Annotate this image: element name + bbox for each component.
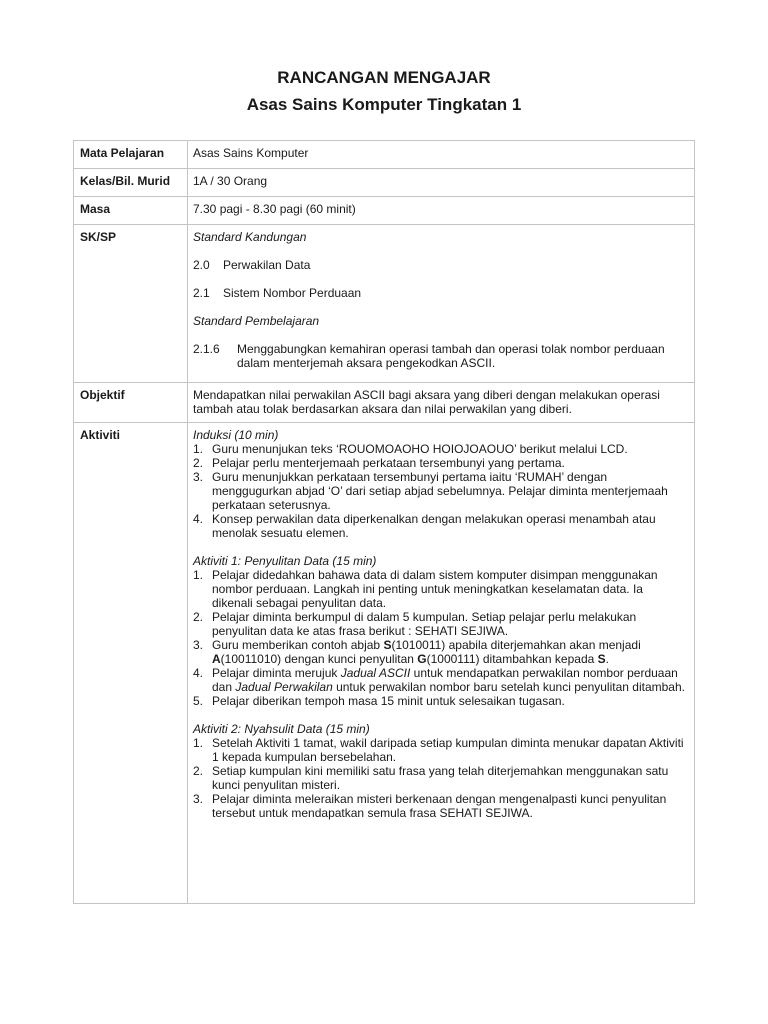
- list-number: 3.: [193, 470, 204, 484]
- aktiviti2-steps: [193, 736, 686, 820]
- sk-item-number: 2.0: [193, 258, 210, 272]
- aktiviti1-steps: [193, 568, 686, 708]
- list-item: [193, 694, 686, 708]
- list-number: 5.: [193, 694, 204, 708]
- bold-run: S: [383, 638, 392, 652]
- document-title: RANCANGAN MENGAJAR: [277, 68, 491, 87]
- standard-kandungan-heading: Standard Kandungan: [193, 230, 307, 244]
- list-item: [193, 638, 686, 666]
- list-number: 3.: [193, 638, 204, 652]
- list-text: Setiap kumpulan kini memiliki satu frasa yang telah diterjemahkan menggunakan satu kunci penyulitan misteri.: [212, 764, 669, 792]
- text-run: untuk mendapatkan perwakilan nombor perduaan dan: [212, 666, 678, 694]
- label-mata-pelajaran: Mata Pelajaran: [74, 141, 188, 169]
- text-run: .: [605, 652, 609, 666]
- sk-item-number: 2.1: [193, 286, 210, 300]
- list-text: Pelajar diminta berkumpul di dalam 5 kumpulan. Setiap pelajar perlu melakukan penyulitan data ke atas frasa berikut : SEHATI SEJIWA.: [212, 610, 637, 638]
- list-number: 1.: [193, 442, 204, 456]
- sp-item-2-1-6: [193, 342, 686, 370]
- standard-pembelajaran-heading: Standard Pembelajaran: [193, 314, 320, 328]
- label-sksp: SK/SP: [74, 225, 188, 383]
- label-masa: Masa: [74, 197, 188, 225]
- list-text: Setelah Aktiviti 1 tamat, wakil daripada setiap kumpulan diminta menukar dapatan Aktiviti 1 kepada kumpulan bersebelahan.: [212, 736, 684, 764]
- list-item: [193, 610, 686, 638]
- list-text: Konsep perwakilan data diperkenalkan dengan melakukan operasi menambah atau menolak sesuatu elemen.: [212, 512, 656, 540]
- text-run: Pelajar diminta merujuk: [212, 666, 341, 680]
- text-run: (10011010) dengan kunci penyulitan: [220, 652, 418, 666]
- list-number: 2.: [193, 764, 204, 778]
- lesson-plan-table: [73, 140, 695, 904]
- list-number: 2.: [193, 610, 204, 624]
- italic-run: Jadual ASCII: [340, 666, 411, 680]
- list-item: [193, 666, 686, 694]
- list-item: [193, 792, 686, 820]
- text-run: (1010011) apabila diterjemahkan akan menjadi: [391, 638, 641, 652]
- sk-item-2-1: [193, 286, 686, 300]
- label-aktiviti: Aktiviti: [74, 423, 188, 904]
- sp-item-number: 2.1.6: [193, 342, 220, 356]
- list-text: Pelajar perlu menterjemaah perkataan tersembunyi yang pertama.: [212, 456, 565, 470]
- value-masa: 7.30 pagi - 8.30 pagi (60 minit): [188, 197, 695, 225]
- value-mata-pelajaran: Asas Sains Komputer: [188, 141, 695, 169]
- list-item: [193, 512, 686, 540]
- row-aktiviti: [74, 423, 695, 904]
- list-item: [193, 568, 686, 610]
- bold-run: G: [417, 652, 427, 666]
- sk-item-text: Sistem Nombor Perduaan: [223, 286, 362, 300]
- list-number: 2.: [193, 456, 204, 470]
- sk-item-2-0: [193, 258, 686, 272]
- list-text: Pelajar didedahkan bahawa data di dalam sistem komputer disimpan menggunakan nombor perduaan. Langkah ini penting untuk meningkatkan keselamatan data. Ia dikenali sebagai penyulitan data.: [212, 568, 658, 610]
- row-objektif: [74, 383, 695, 423]
- list-number: 1.: [193, 568, 204, 582]
- row-kelas: [74, 169, 695, 197]
- list-number: 3.: [193, 792, 204, 806]
- aktiviti1-heading: Aktiviti 1: Penyulitan Data (15 min): [193, 554, 377, 568]
- bold-run: S: [597, 652, 606, 666]
- aktiviti2-heading: Aktiviti 2: Nyahsulit Data (15 min): [193, 722, 370, 736]
- label-objektif: Objektif: [74, 383, 188, 423]
- text-run: untuk perwakilan nombor baru setelah kunci penyulitan ditambah.: [332, 680, 685, 694]
- text-run: (1000111) ditambahkan kepada: [426, 652, 598, 666]
- list-number: 1.: [193, 736, 204, 750]
- list-text: Pelajar diminta meleraikan misteri berkenaan dengan mengenalpasti kunci penyulitan tersebut untuk mendapatkan semula frasa SEHATI SEJIWA.: [212, 792, 667, 820]
- sp-item-text: Menggabungkan kemahiran operasi tambah dan operasi tolak nombor perduaan dalam menterjemah aksara pengekodkan ASCII.: [237, 342, 665, 370]
- bold-run: A: [212, 652, 221, 666]
- row-masa: [74, 197, 695, 225]
- list-text: Guru menunjukkan perkataan tersembunyi pertama iaitu ‘RUMAH’ dengan menggugurkan abjad ‘O’ dari setiap abjad sebelumnya. Pelajar diminta menterjemaah perkataan seterusnya.: [212, 470, 668, 512]
- italic-run: Jadual Perwakilan: [235, 680, 333, 694]
- label-kelas: Kelas/Bil. Murid: [74, 169, 188, 197]
- induksi-heading: Induksi (10 min): [193, 428, 279, 442]
- value-kelas: 1A / 30 Orang: [188, 169, 695, 197]
- list-text: Guru menunjukan teks ‘ROUOMOAOHO HOIOJOAOUO’ berikut melalui LCD.: [212, 442, 628, 456]
- list-item: [193, 456, 686, 470]
- induksi-steps: [193, 442, 686, 540]
- row-mata-pelajaran: [74, 141, 695, 169]
- list-item: [193, 470, 686, 512]
- list-item: [193, 736, 686, 764]
- value-objektif: Mendapatkan nilai perwakilan ASCII bagi aksara yang diberi dengan melakukan operasi tambah atau tolak berdasarkan aksara dan nilai perwakilan yang diberi.: [188, 383, 695, 423]
- list-number: 4.: [193, 512, 204, 526]
- row-sksp: [74, 225, 695, 383]
- list-number: 4.: [193, 666, 204, 680]
- list-text-rich: [212, 666, 686, 694]
- value-aktiviti: [188, 423, 695, 904]
- list-text: Pelajar diberikan tempoh masa 15 minit untuk selesaikan tugasan.: [212, 694, 565, 708]
- text-run: Guru memberikan contoh abjab: [212, 638, 384, 652]
- list-item: [193, 764, 686, 792]
- list-text-rich: [212, 638, 686, 666]
- sk-item-text: Perwakilan Data: [223, 258, 311, 272]
- document-subtitle: Asas Sains Komputer Tingkatan 1: [246, 95, 522, 114]
- value-sksp: [188, 225, 695, 383]
- list-item: [193, 442, 686, 456]
